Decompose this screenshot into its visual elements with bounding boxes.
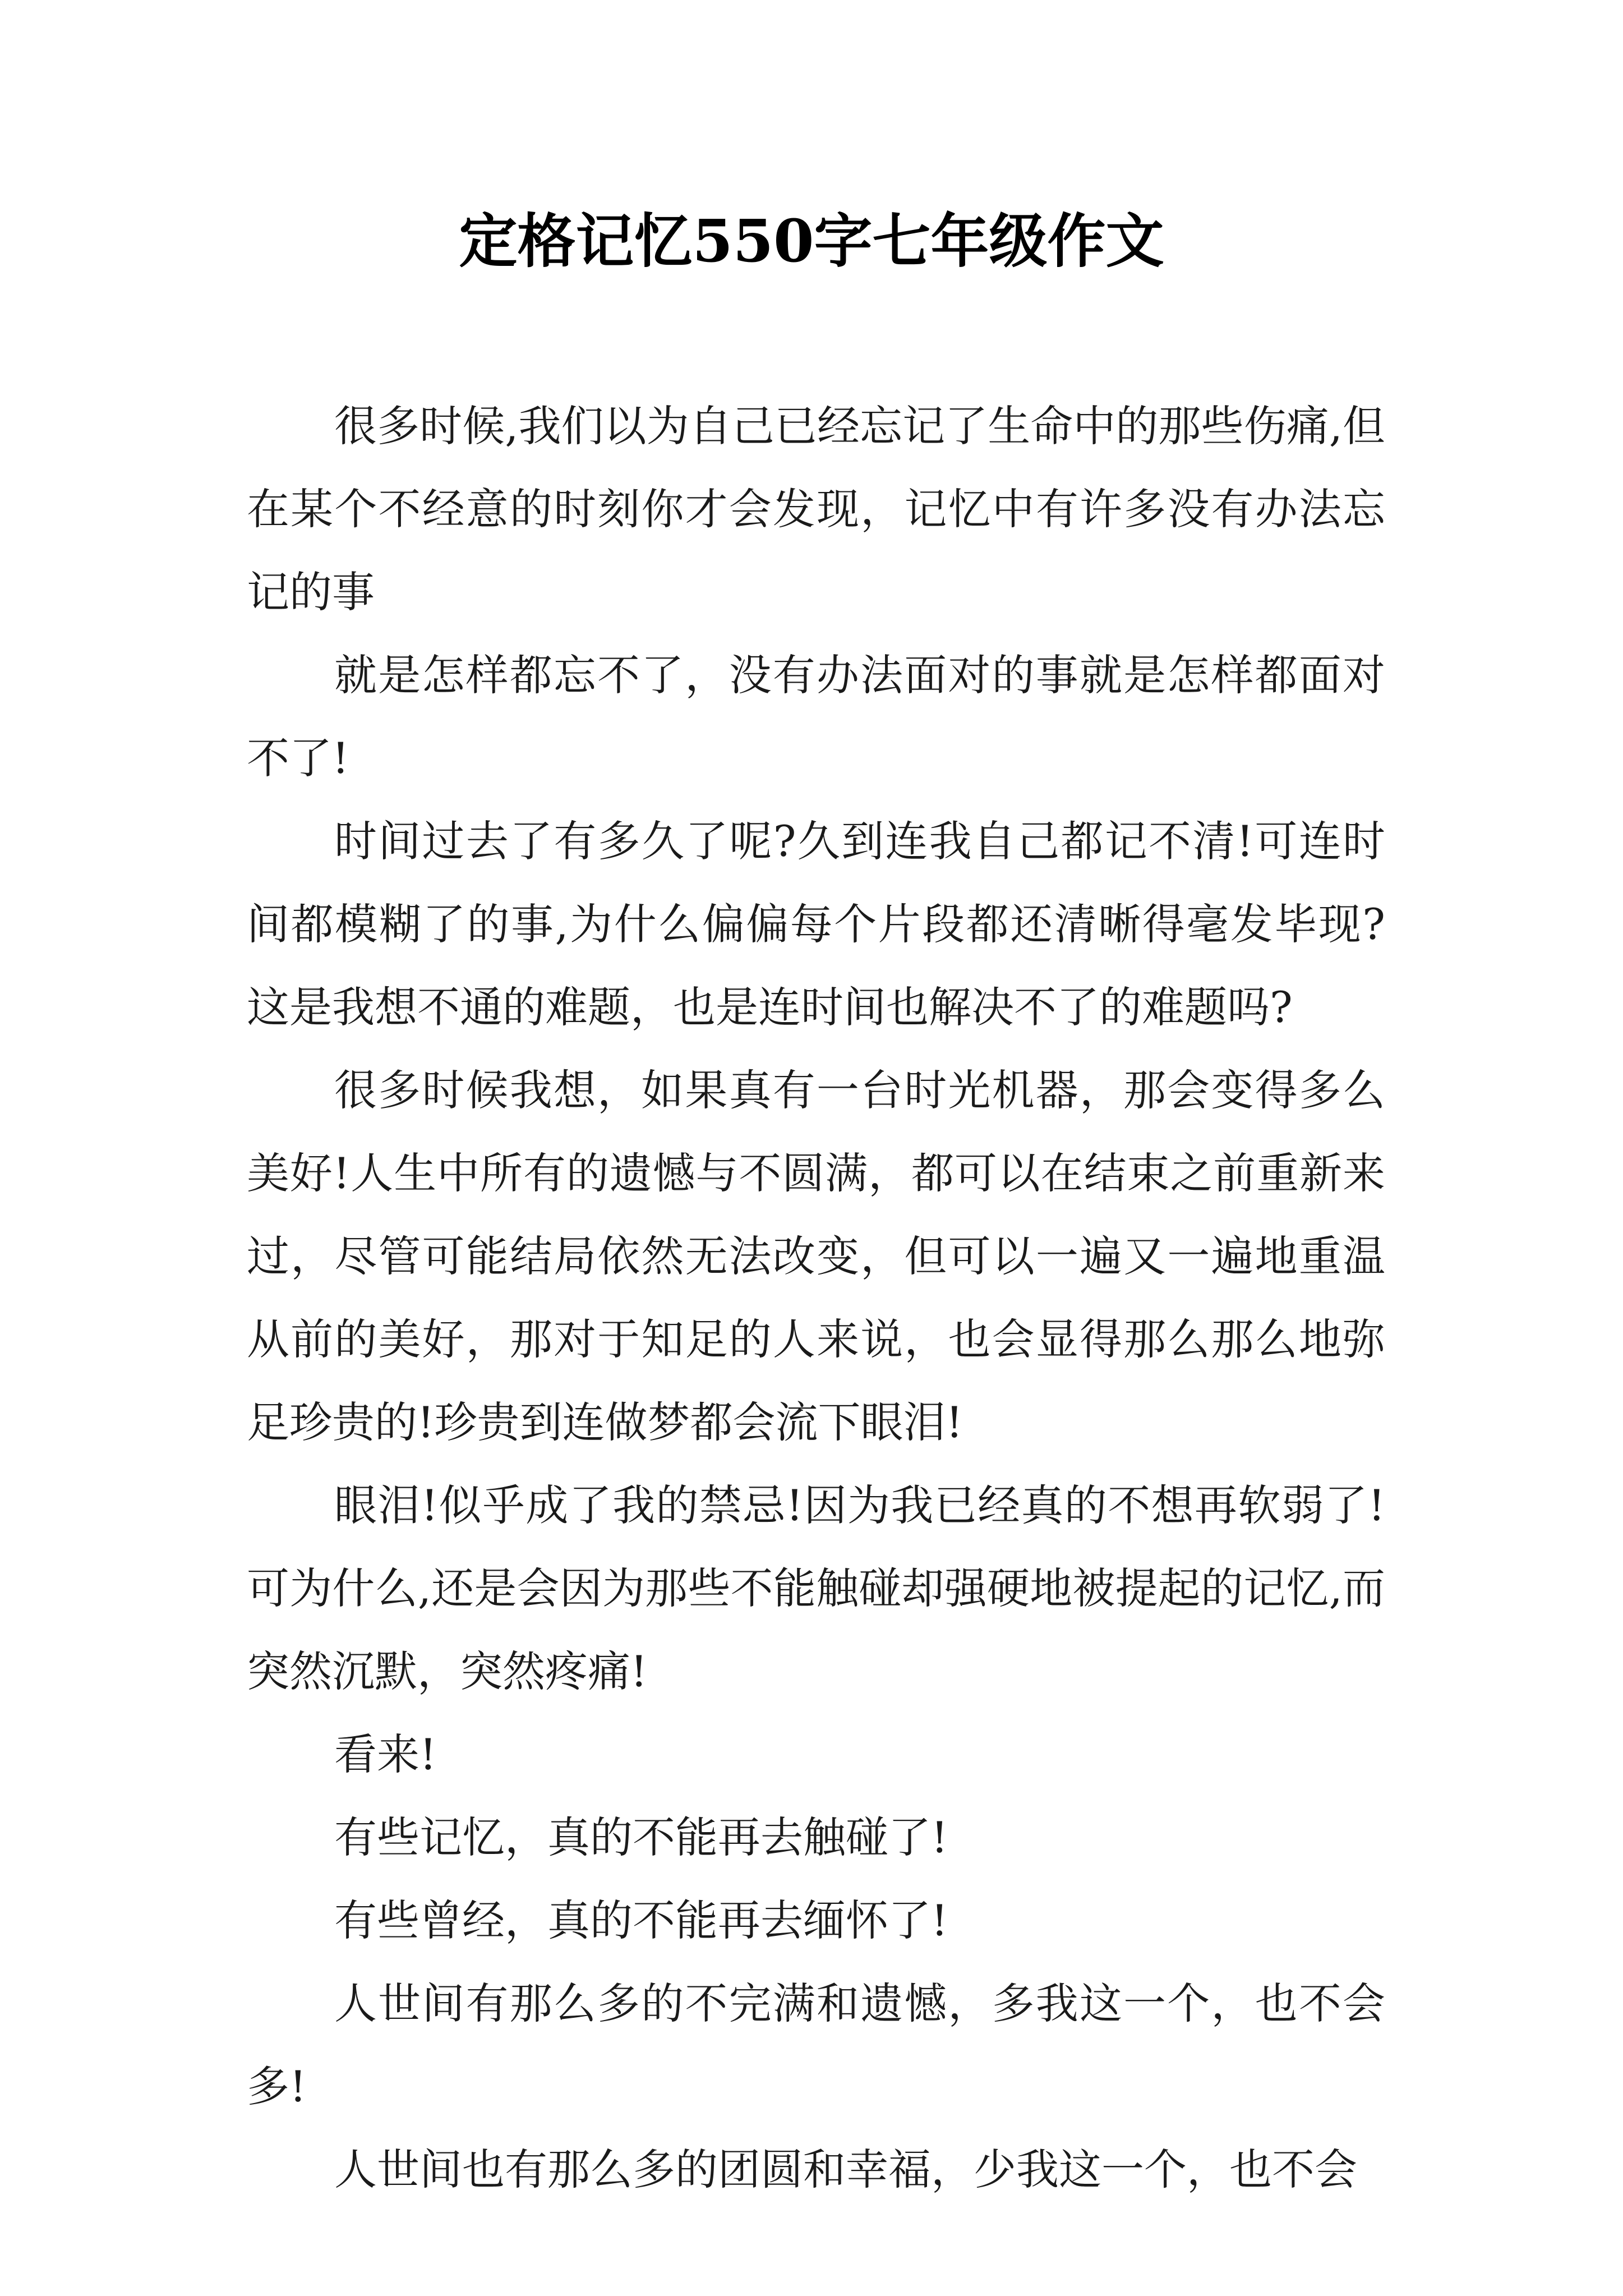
paragraph: 时间过去了有多久了呢?久到连我自己都记不清!可连时间都模糊了的事,为什么偏偏每个片段都还清晰得毫发毕现?这是我想不通的难题，也是连时间也解决不了的难题吗? [247,816,1385,1032]
paragraph: 有些曾经，真的不能再去缅怀了! [334,1895,948,1945]
paragraph: 很多时候我想，如果真有一台时光机器，那会变得多么美好!人生中所有的遗憾与不圆满，都可以在结束之前重新来过，尽管可能结局依然无法改变，但可以一遍又一遍地重温从前的美好，那对于知足的人来说，也会显得那么那么地弥足珍贵的!珍贵到连做梦都会流下眼泪! [247,1065,1385,1447]
paragraph: 有些记忆，真的不能再去触碰了! [334,1812,948,1862]
paragraph: 就是怎样都忘不了，没有办法面对的事就是怎样都面对不了! [247,650,1385,783]
paragraph: 眼泪!似乎成了我的禁忌!因为我已经真的不想再软弱了!可为什么,还是会因为那些不能触碰却强硬地被提起的记忆,而突然沉默，突然疼痛! [247,1480,1385,1696]
document-title: 定格记忆550字七年级作文 [459,206,1164,275]
document-body [247,385,1385,2211]
paragraph: 人世间有那么多的不完满和遗憾，多我这一个，也不会多! [247,1978,1385,2111]
paragraph: 很多时候,我们以为自己已经忘记了生命中的那些伤痛,但在某个不经意的时刻你才会发现，记忆中有许多没有办法忘记的事 [247,401,1385,617]
paragraph: 看来! [334,1729,437,1779]
paragraph: 人世间也有那么多的团圆和幸福，少我这一个，也不会 [334,2145,1357,2194]
